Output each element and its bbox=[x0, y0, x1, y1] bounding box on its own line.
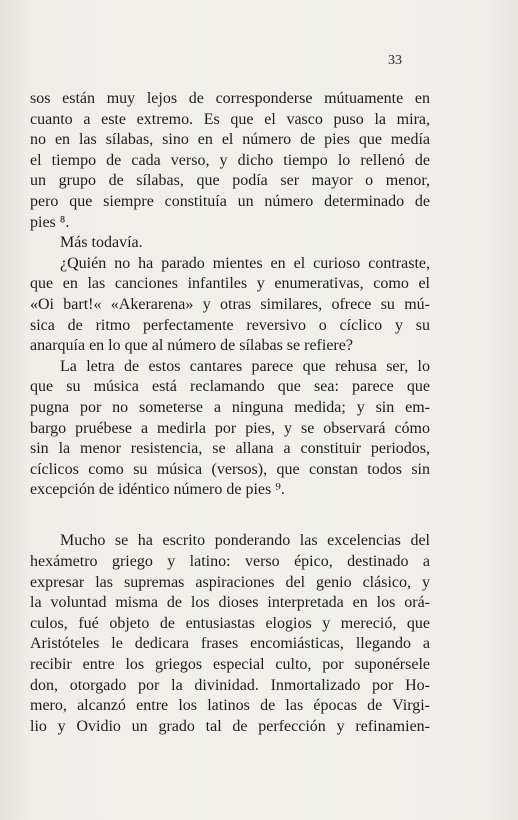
text-line: Aristóteles le dedicara frases encomiásticas, llegando a bbox=[30, 635, 430, 653]
text-line: sica de ritmo perfectamente reversivo o cíclico y su bbox=[30, 316, 430, 334]
text-line: cíclicos como su música (versos), que constan todos sin bbox=[30, 460, 430, 478]
text-line: excepción de idéntico número de pies ⁹. bbox=[30, 481, 285, 499]
text-line: expresar las supremas aspiraciones del genio clásico, y bbox=[30, 573, 430, 591]
paragraph-5 bbox=[30, 531, 430, 737]
text-line: el tiempo de cada verso, y dicho tiempo lo rellenó de bbox=[30, 151, 430, 169]
text-line: hexámetro griego y latino: verso épico, destinado a bbox=[30, 553, 430, 571]
paragraph-2 bbox=[30, 233, 430, 254]
text-line: pies ⁸. bbox=[30, 213, 70, 231]
text-line: «Oi bart!« «Akerarena» y otras similares, ofrece su mú- bbox=[30, 295, 430, 313]
paragraph-3 bbox=[30, 254, 430, 357]
text-line: La letra de estos cantares parece que rehusa ser, lo bbox=[60, 357, 430, 375]
text-line: anarquía en lo que al número de sílabas se refiere? bbox=[30, 337, 353, 355]
text-line: pugna por no someterse a ninguna medida; y sin em- bbox=[30, 398, 430, 416]
text-line: que su música está reclamando que sea: parece que bbox=[30, 378, 430, 396]
text-line: ¿Quién no ha parado mientes en el curioso contraste, bbox=[60, 254, 430, 272]
text-line: recibir entre los griegos especial culto, por suponérsele bbox=[30, 656, 430, 674]
text-line: mero, alcanzó entre los latinos de las épocas de Virgi- bbox=[30, 697, 430, 715]
text-line: cuanto a este extremo. Es que el vasco puso la mira, bbox=[30, 110, 430, 128]
text-line: no en las sílabas, sino en el número de pies que medía bbox=[30, 131, 430, 149]
text-line: lio y Ovidio un grado tal de perfección y refinamien- bbox=[30, 717, 430, 735]
text-line: sos están muy lejos de corresponderse mútuamente en bbox=[30, 90, 430, 107]
text-line: que en las canciones infantiles y enumerativas, como el bbox=[30, 275, 430, 293]
body-text bbox=[30, 89, 430, 737]
text-line: un grupo de sílabas, que podía ser mayor o menor, bbox=[30, 172, 430, 190]
text-line: culos, fué objeto de entusiastas elogios y mereció, que bbox=[30, 614, 430, 632]
text-line: pero que siempre constituía un número determinado de bbox=[30, 192, 430, 210]
text-line: Mucho se ha escrito ponderando las excelencias del bbox=[60, 532, 430, 550]
paragraph-1 bbox=[30, 89, 430, 233]
text-line: la voluntad misma de los dioses interpretada en los orá- bbox=[30, 594, 430, 612]
section-gap bbox=[30, 521, 430, 531]
text-line: bargo pruébese a medirla por pies, y se observará cómo bbox=[30, 419, 430, 437]
paragraph-4 bbox=[30, 357, 430, 501]
text-line: Más todavía. bbox=[60, 234, 143, 252]
section-gap bbox=[30, 501, 430, 522]
page-number: 33 bbox=[388, 53, 402, 68]
text-line: sin la menor resistencia, se allana a constituir periodos, bbox=[30, 440, 430, 458]
text-line: don, otorgado por la divinidad. Inmortalizado por Ho- bbox=[30, 676, 430, 694]
